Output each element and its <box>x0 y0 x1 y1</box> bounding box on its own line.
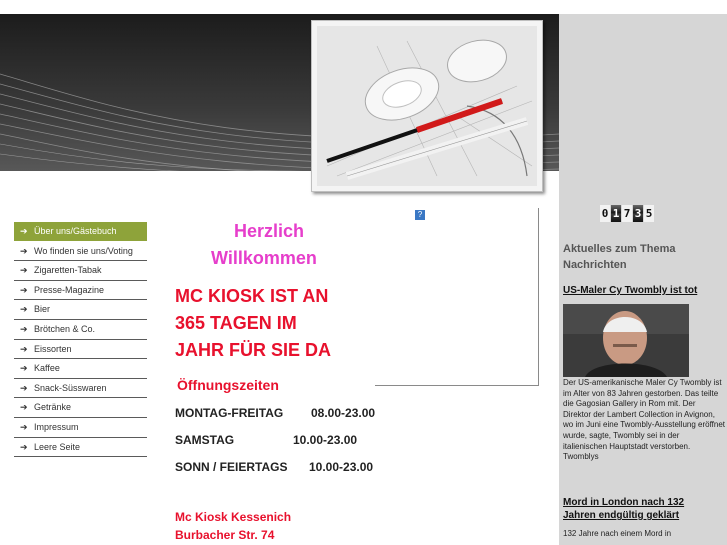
nav-item-ueber-uns[interactable] <box>14 222 147 242</box>
right-sidebar <box>559 14 727 545</box>
nav-item-zigaretten[interactable] <box>14 261 147 281</box>
hours-time: 10.00-23.00 <box>293 433 358 447</box>
headline-line3: JAHR FÜR SIE DA <box>175 340 332 360</box>
hours-day: MONTAG-FREITAG <box>175 406 284 420</box>
nav-item-label: Presse-Magazine <box>34 284 105 295</box>
sidebar-nav <box>14 222 147 457</box>
arrow-right-icon: ➔ <box>20 343 28 354</box>
nav-item-label: Getränke <box>34 402 72 413</box>
counter-digit: 7 <box>623 207 631 220</box>
visitor-counter <box>600 205 654 222</box>
nav-item-label: Bier <box>34 304 51 315</box>
arrow-right-icon: ➔ <box>20 363 28 374</box>
nav-item-wo-finden[interactable] <box>14 242 147 262</box>
nav-item-presse[interactable] <box>14 281 147 301</box>
nav-item-label: Kaffee <box>34 363 60 374</box>
nav-item-snack[interactable] <box>14 379 147 399</box>
pen-blueprint-image <box>317 26 537 186</box>
headline-line1: MC KIOSK IST AN <box>175 286 329 306</box>
news-heading-line2: Nachrichten <box>563 259 627 271</box>
nav-item-label: Impressum <box>34 421 79 432</box>
content-divider-horizontal <box>375 385 539 386</box>
arrow-right-icon: ➔ <box>20 323 28 334</box>
greeting-line1: Herzlich <box>234 221 305 241</box>
header-photo-frame <box>311 20 543 192</box>
nav-item-leere-seite[interactable] <box>14 438 147 458</box>
arrow-right-icon: ➔ <box>20 382 28 393</box>
opening-hours-title: Öffnungszeiten <box>177 377 279 393</box>
arrow-right-icon: ➔ <box>20 304 28 315</box>
news-article-link[interactable]: US-Maler Cy Twombly ist tot <box>563 285 698 296</box>
nav-item-kaffee[interactable] <box>14 359 147 379</box>
news-article-link-title-line2[interactable]: Jahren endgültig geklärt <box>563 510 680 521</box>
counter-digit: 1 <box>612 207 620 220</box>
nav-item-label: Leere Seite <box>34 441 81 452</box>
nav-item-getraenke[interactable] <box>14 398 147 418</box>
counter-digit: 0 <box>601 207 609 220</box>
nav-item-label: Snack-Süsswaren <box>34 382 107 393</box>
hours-day: SONN / FEIERTAGS <box>175 460 288 474</box>
counter-digit: 3 <box>634 207 642 220</box>
nav-item-eissorten[interactable] <box>14 340 147 360</box>
help-icon[interactable]: ? <box>415 210 425 220</box>
arrow-right-icon: ➔ <box>20 265 28 276</box>
news-heading-line1: Aktuelles zum Thema <box>563 243 676 255</box>
arrow-right-icon: ➔ <box>20 421 28 432</box>
arrow-right-icon: ➔ <box>20 284 28 295</box>
portrait-image <box>563 304 689 377</box>
news-article-text: Der US-amerikanische Maler Cy Twombly ist im Alter von 83 Jahren gestorben. Das teilte die Gagosian Gallery in Rom mit. Der Direktor der Lambert Collection in Avignon, wo im Juni eine Twombly-Ausstellung eröffnet wurde, sagte, Twombly sei in der italienischen Hauptstadt verstorben. Twomblys <box>563 378 726 462</box>
greeting-line2: Willkommen <box>211 248 317 268</box>
hours-time: 10.00-23.00 <box>309 460 374 474</box>
arrow-right-icon: ➔ <box>20 245 28 256</box>
nav-item-label: Über uns/Gästebuch <box>34 226 117 236</box>
nav-item-label: Brötchen & Co. <box>34 323 96 334</box>
nav-item-bier[interactable] <box>14 300 147 320</box>
nav-item-broetchen[interactable] <box>14 320 147 340</box>
nav-item-impressum[interactable] <box>14 418 147 438</box>
address-line2: Burbacher Str. 74 <box>175 528 275 542</box>
nav-item-label: Wo finden sie uns/Voting <box>34 245 133 256</box>
header-photo <box>317 26 537 186</box>
top-strip <box>0 0 727 14</box>
arrow-right-icon: ➔ <box>20 226 28 236</box>
arrow-right-icon: ➔ <box>20 402 28 413</box>
nav-item-label: Eissorten <box>34 343 72 354</box>
news-article-text: 132 Jahre nach einem Mord in <box>563 529 672 538</box>
arrow-right-icon: ➔ <box>20 441 28 452</box>
main-content <box>160 205 540 545</box>
address-line1: Mc Kiosk Kessenich <box>175 510 292 524</box>
nav-item-label: Zigaretten-Tabak <box>34 265 102 276</box>
headline-line2: 365 TAGEN IM <box>175 313 297 333</box>
news-article-link-title-line1[interactable]: Mord in London nach 132 <box>563 497 685 508</box>
hours-day: SAMSTAG <box>175 433 235 447</box>
counter-digit: 5 <box>645 207 653 220</box>
news-article-photo[interactable] <box>563 304 689 377</box>
content-divider-vertical <box>538 208 539 386</box>
hours-time: 08.00-23.00 <box>311 406 376 420</box>
